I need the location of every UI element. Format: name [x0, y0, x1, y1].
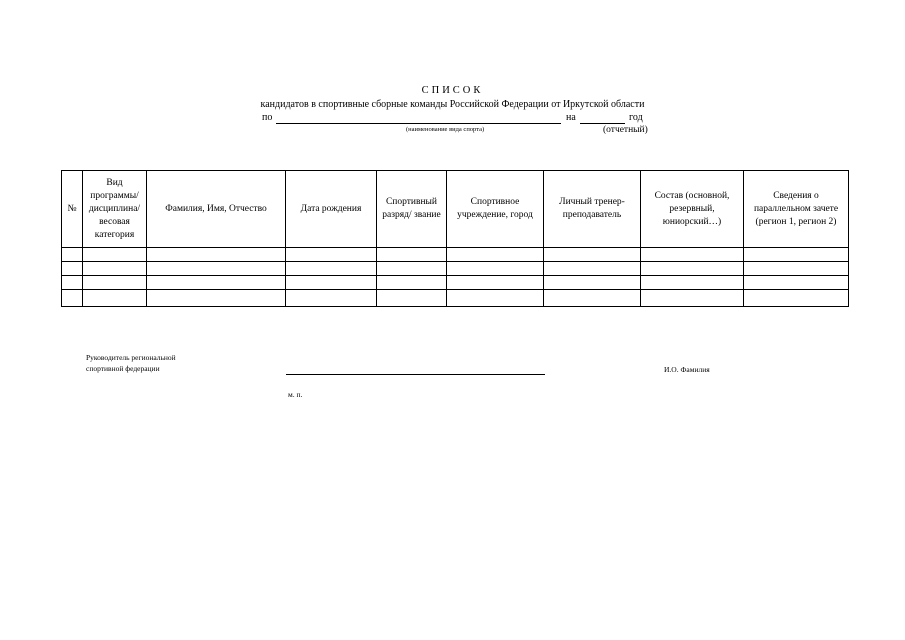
signatory-name: И.О. Фамилия	[664, 365, 710, 374]
table-cell[interactable]	[544, 276, 641, 290]
table-cell[interactable]	[544, 262, 641, 276]
table-cell[interactable]	[62, 290, 83, 307]
table-cell[interactable]	[83, 276, 147, 290]
po-label: по	[262, 112, 273, 123]
table-cell[interactable]	[641, 248, 744, 262]
document-title: СПИСОК	[421, 85, 484, 96]
signatory-role-line1: Руководитель региональной	[86, 353, 176, 362]
signatory-role-line2: спортивной федерации	[86, 364, 160, 373]
table-cell[interactable]	[447, 276, 544, 290]
table-row	[62, 248, 849, 262]
table-cell[interactable]	[147, 262, 286, 276]
col-rank-header: Спортивный разряд/ звание	[377, 171, 447, 248]
col-program-header: Вид программы/ дисциплина/ весовая категория	[83, 171, 147, 248]
col-birthdate-header: Дата рождения	[286, 171, 377, 248]
col-squad-header: Состав (основной, резервный, юниорский…)	[641, 171, 744, 248]
table-cell[interactable]	[641, 290, 744, 307]
table-cell[interactable]	[286, 248, 377, 262]
col-fullname-header: Фамилия, Имя, Отчество	[147, 171, 286, 248]
table-header-row	[62, 171, 849, 248]
table-cell[interactable]	[62, 276, 83, 290]
col-parallel-header: Сведения о параллельном зачете (регион 1, регион 2)	[744, 171, 849, 248]
table-cell[interactable]	[286, 262, 377, 276]
table-cell[interactable]	[544, 248, 641, 262]
table-row	[62, 262, 849, 276]
col-coach-header: Личный тренер-преподаватель	[544, 171, 641, 248]
table-cell[interactable]	[641, 262, 744, 276]
signatory-role	[86, 352, 176, 374]
table-row	[62, 290, 849, 307]
signature-line[interactable]	[286, 374, 545, 375]
col-institution-header: Спортивное учреждение, город	[447, 171, 544, 248]
col-number-header: №	[62, 171, 83, 248]
na-label: на	[566, 112, 576, 123]
stamp-mark: м. п.	[288, 390, 303, 399]
table-cell[interactable]	[641, 276, 744, 290]
table-cell[interactable]	[147, 248, 286, 262]
table-row	[62, 276, 849, 290]
table-cell[interactable]	[62, 262, 83, 276]
sport-name-line[interactable]	[276, 123, 561, 124]
table-cell[interactable]	[147, 276, 286, 290]
table-cell[interactable]	[62, 248, 83, 262]
table-cell[interactable]	[377, 276, 447, 290]
table-cell[interactable]	[447, 248, 544, 262]
table-cell[interactable]	[83, 248, 147, 262]
table-cell[interactable]	[377, 290, 447, 307]
god-label: год	[629, 112, 643, 123]
table-cell[interactable]	[447, 290, 544, 307]
table-cell[interactable]	[447, 262, 544, 276]
table-cell[interactable]	[744, 248, 849, 262]
table-cell[interactable]	[83, 290, 147, 307]
document-subtitle: кандидатов в спортивные сборные команды Российской Федерации от Иркутской области	[260, 99, 645, 110]
table-cell[interactable]	[83, 262, 147, 276]
table-cell[interactable]	[147, 290, 286, 307]
table-cell[interactable]	[744, 262, 849, 276]
year-caption: (отчетный)	[603, 125, 648, 135]
year-line[interactable]	[580, 123, 625, 124]
table-cell[interactable]	[544, 290, 641, 307]
candidates-table	[61, 170, 849, 307]
table-cell[interactable]	[377, 262, 447, 276]
table-cell[interactable]	[744, 290, 849, 307]
table-cell[interactable]	[377, 248, 447, 262]
sport-caption: (наименование вида спорта)	[406, 126, 485, 133]
table-cell[interactable]	[286, 276, 377, 290]
table-cell[interactable]	[286, 290, 377, 307]
table-cell[interactable]	[744, 276, 849, 290]
